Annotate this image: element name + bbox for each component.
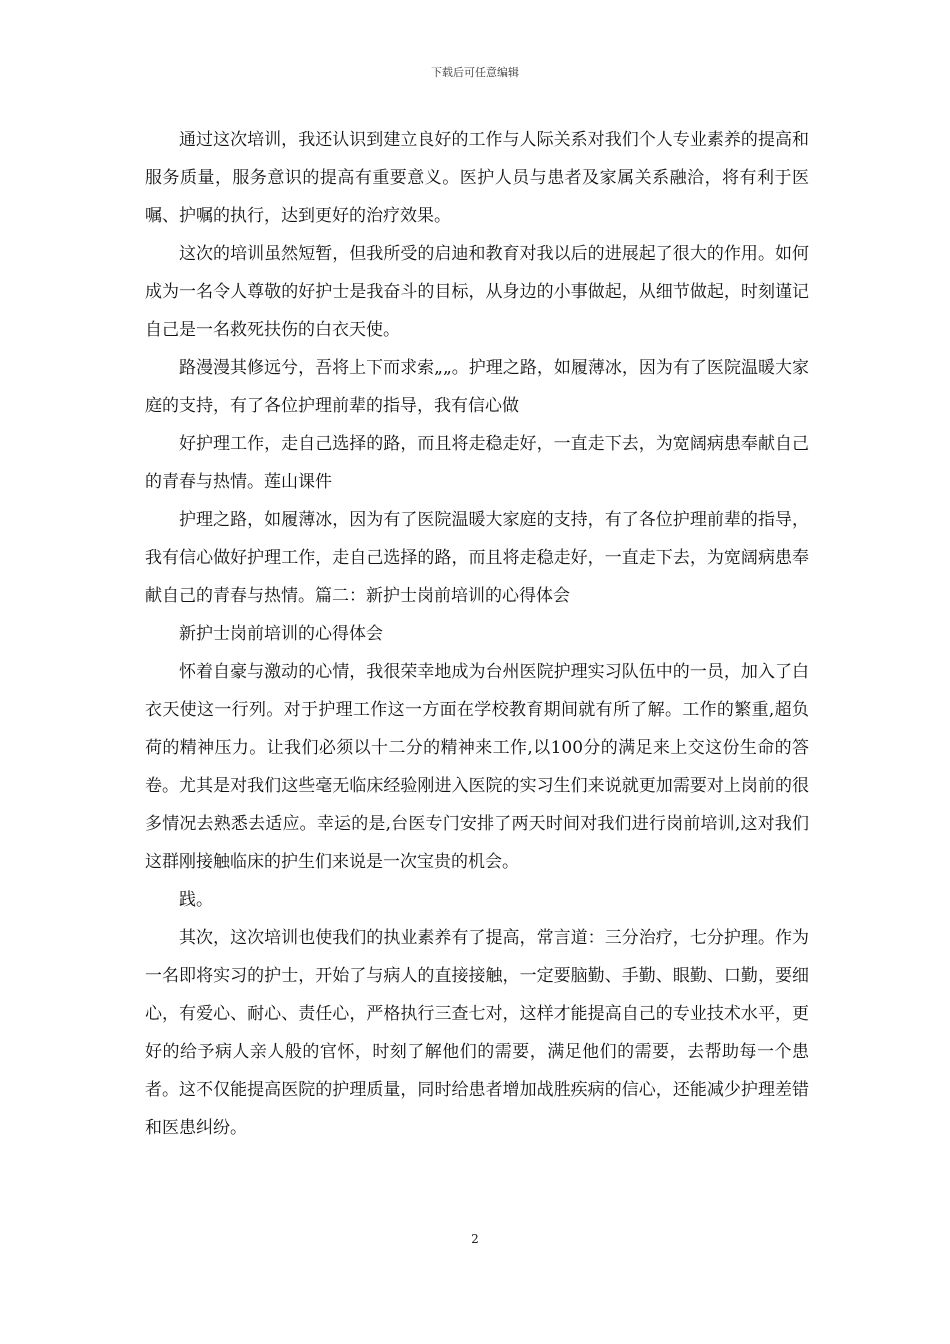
paragraph: 怀着自豪与激动的心情，我很荣幸地成为台州医院护理实习队伍中的一员，加入了白衣天使这一行列。对于护理工作这一方面在学校教育期间就有所了解。工作的繁重,超负荷的精神压力。让我们必须以十二分的精神来工作,以100分的满足来上交这份生命的答卷。尤其是对我们这些毫无临床经验刚进入医院的实习生们来说就更加需要对上岗前的很多情况去熟悉去适应。幸运的是,台医专门安排了两天时间对我们进行岗前培训,这对我们这群刚接触临床的护生们来说是一次宝贵的机会。 [145,662,809,872]
paragraph: 护理之路，如履薄冰，因为有了医院温暖大家庭的支持，有了各位护理前辈的指导，我有信心做好护理工作，走自己选择的路，而且将走稳走好，一直走下去，为宽阔病患奉献自己的青春与热情。篇二：新护士岗前培训的心得体会 [145,510,809,606]
page-number: 2 [471,1232,479,1246]
paragraph: 好护理工作，走自己选择的路，而且将走稳走好，一直走下去，为宽阔病患奉献自己的青春与热情。莲山课件 [145,434,809,492]
paragraph: 其次，这次培训也使我们的执业素养有了提高，常言道：三分治疗，七分护理。作为一名即将实习的护士，开始了与病人的直接接触，一定要脑勤、手勤、眼勤、口勤，要细心，有爱心、耐心、责任心，严格执行三查七对，这样才能提高自己的专业技术水平，更好的给予病人亲人般的官怀，时刻了解他们的需要，满足他们的需要，去帮助每一个患者。这不仅能提高医院的护理质量，同时给患者增加战胜疾病的信心，还能减少护理差错和医患纠纷。 [145,928,809,1138]
page-header: 下载后可任意编辑 [431,66,519,79]
document-body [145,121,809,1147]
paragraph: 践。 [179,890,213,910]
paragraph: 这次的培训虽然短暂，但我所受的启迪和教育对我以后的进展起了很大的作用。如何成为一名令人尊敬的好护士是我奋斗的目标，从身边的小事做起，从细节做起，时刻谨记自己是一名救死扶伤的白衣天使。 [145,244,809,340]
paragraph: 通过这次培训，我还认识到建立良好的工作与人际关系对我们个人专业素养的提高和服务质量，服务意识的提高有重要意义。医护人员与患者及家属关系融洽，将有利于医嘱、护嘱的执行，达到更好的治疗效果。 [145,130,809,226]
section-heading: 新护士岗前培训的心得体会 [179,624,383,644]
paragraph: 路漫漫其修远兮，吾将上下而求索„„。护理之路，如履薄冰，因为有了医院温暖大家庭的支持，有了各位护理前辈的指导，我有信心做 [145,358,809,416]
